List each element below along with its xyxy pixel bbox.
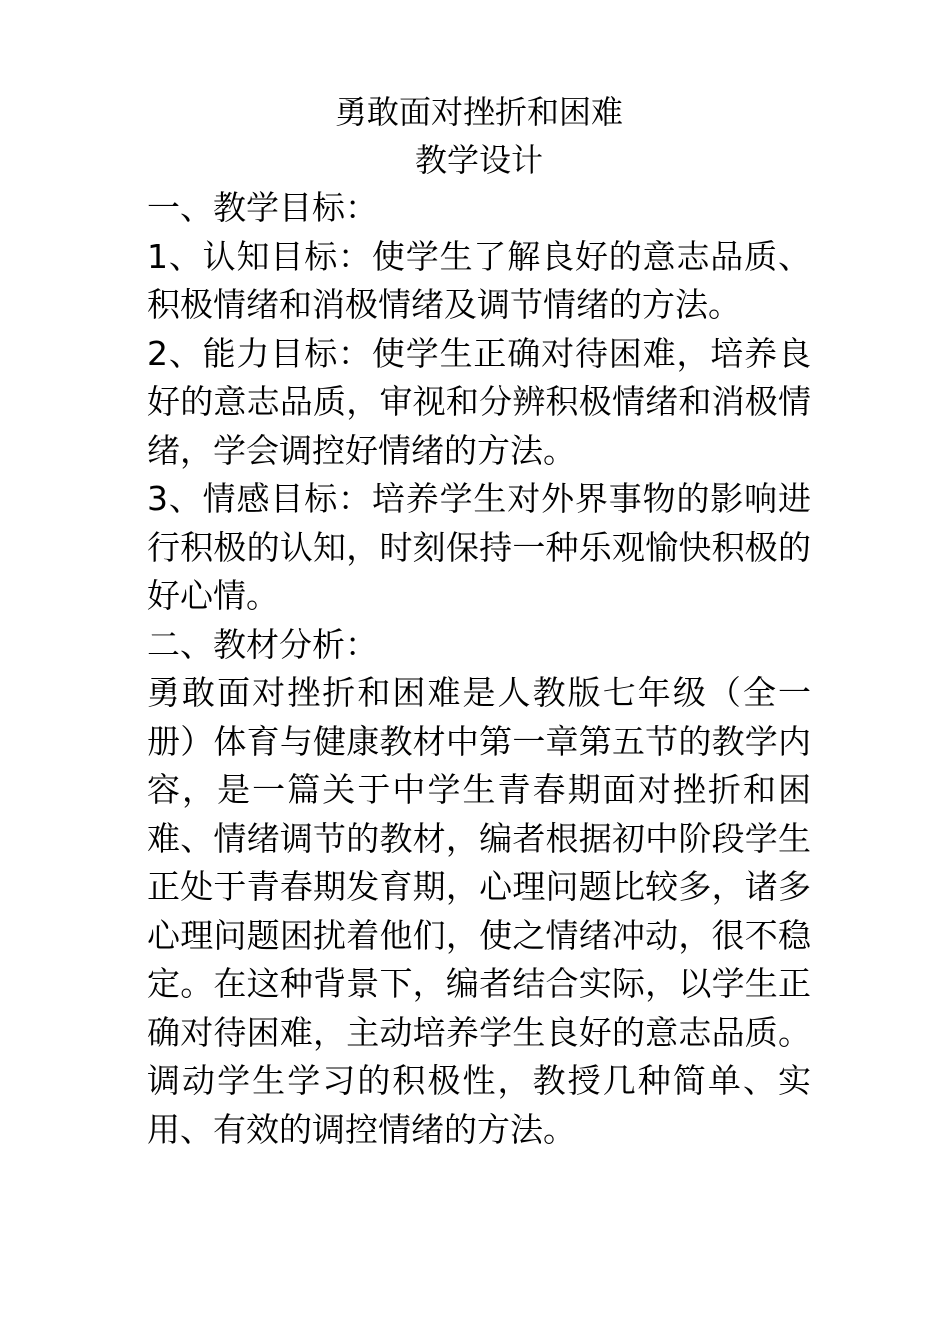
paragraph-cognitive-goal: 1、认知目标：使学生了解良好的意志品质、积极情绪和消极情绪及调节情绪的方法。 — [147, 236, 811, 324]
document-subtitle: 教学设计 — [414, 141, 543, 179]
section-material-analysis — [147, 621, 811, 1155]
paragraph-ability-goal: 2、能力目标：使学生正确对待困难，培养良好的意志品质，审视和分辨积极情绪和消极情绪，学会调控好情绪的方法。 — [147, 333, 811, 470]
document-page — [147, 88, 811, 1154]
paragraph-material-analysis: 勇敢面对挫折和困难是人教版七年级（全一册）体育与健康教材中第一章第五节的教学内容，是一篇关于中学生青春期面对挫折和困难、情绪调节的教材，编者根据初中阶段学生正处于青春期发育期，心理问题比较多，诸多心理问题困扰着他们，使之情绪冲动，很不稳定。在这种背景下，编者结合实际，以学生正确对待困难，主动培养学生良好的意志品质。调动学生学习的积极性，教授几种简单、实用、有效的调控情绪的方法。 — [147, 673, 811, 1149]
section-heading: 二、教材分析： — [147, 624, 378, 664]
paragraph-emotional-goal: 3、情感目标：培养学生对外界事物的影响进行积极的认知，时刻保持一种乐观愉快积极的好心情。 — [147, 479, 811, 615]
section-objectives — [147, 184, 811, 621]
section-heading: 一、教学目标： — [147, 188, 378, 227]
document-title: 勇敢面对挫折和困难 — [334, 93, 623, 131]
